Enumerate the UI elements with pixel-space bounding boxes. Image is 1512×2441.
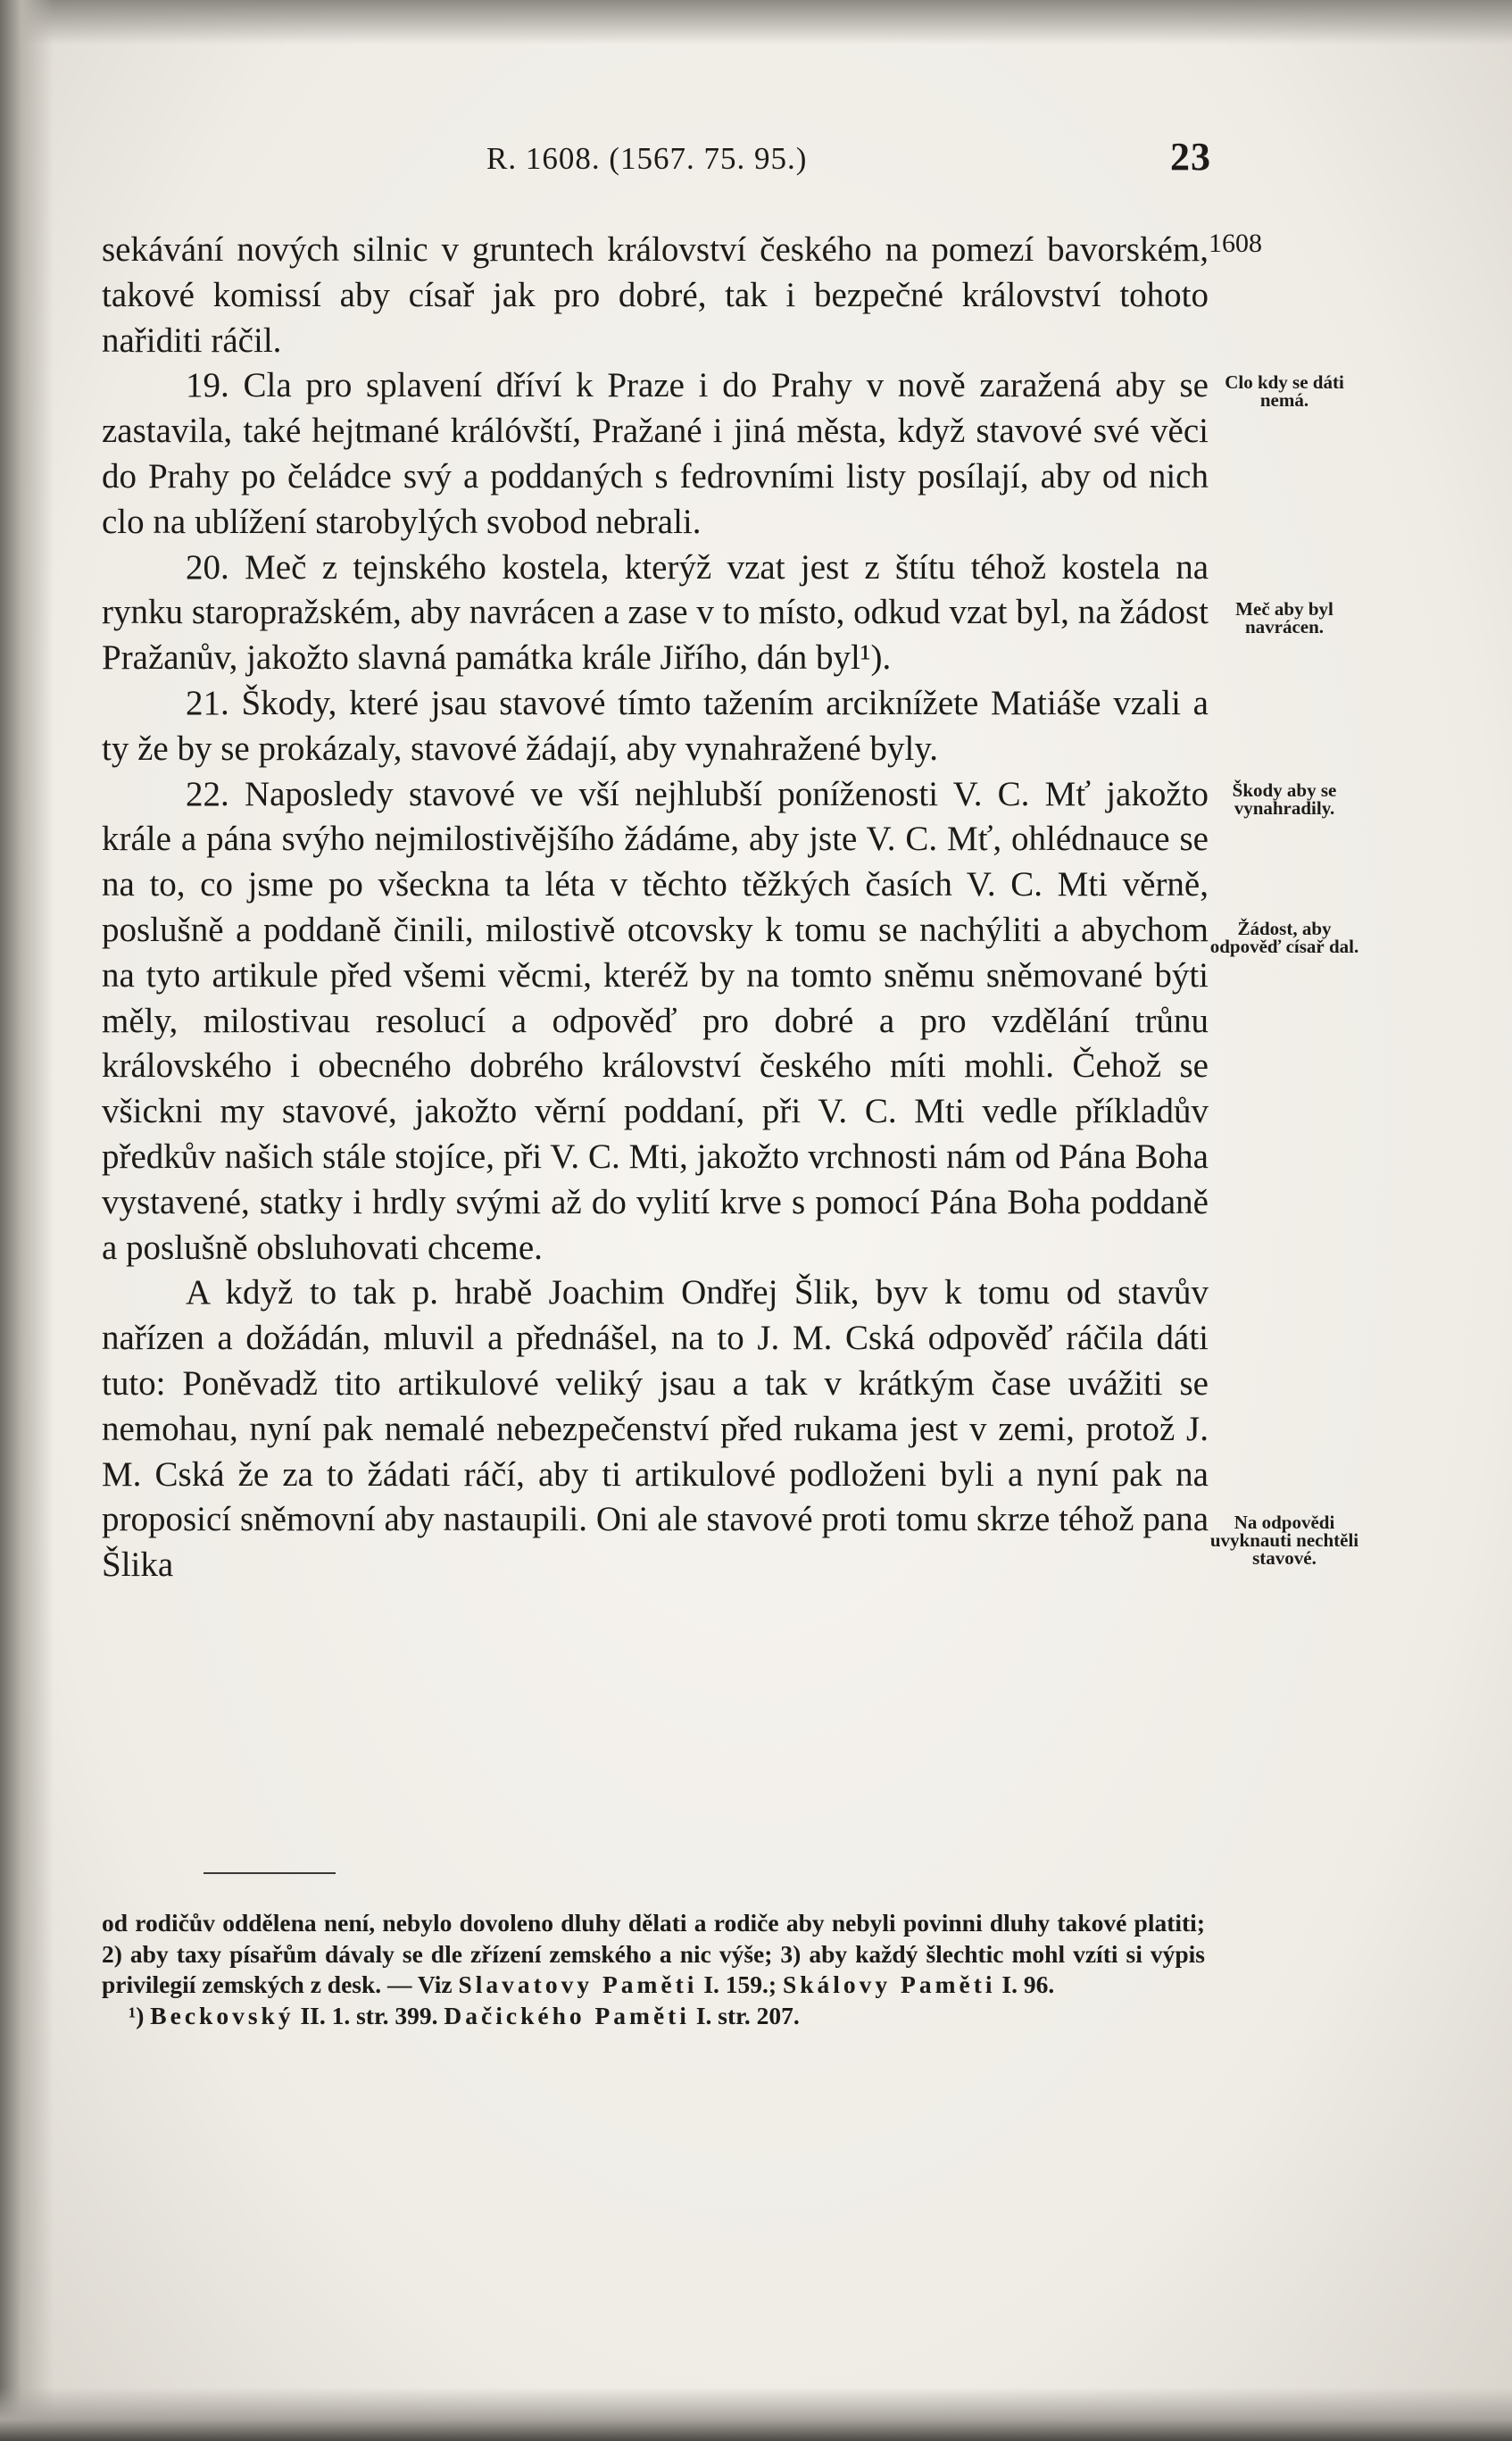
margin-note-clo: Clo kdy se dáti nemá. bbox=[1225, 371, 1344, 411]
footnote-1 bbox=[102, 2001, 1205, 2032]
footnote-ref-skala-loc: I. 96. bbox=[1001, 1970, 1055, 1998]
footnote-1-mark: ¹) bbox=[129, 2001, 145, 2029]
margin-note-mec: Meč aby byl navrácen. bbox=[1235, 598, 1333, 637]
main-text bbox=[102, 228, 1209, 1588]
footnote-ref-slavata: Slavatovy Paměti bbox=[458, 1970, 698, 1998]
footnote-ref-skala: Skálovy Paměti bbox=[782, 1970, 996, 1998]
footnotes bbox=[102, 1908, 1205, 2031]
article-22: 22. Naposledy stavové ve vší nejhlubší poníženosti V. C. Mť jakožto krále a pána svýho nejmilostivějšího žádáme, aby jste V. C. Mť, ohlédnauce se na to, co jsme po všeckna ta léta v těchto těžkých časích V. C. Mti věrně, poslušně a poddaně činili, milostivě otcovsky k tomu se nachýliti a abychom na tyto artikule před všemi věcmi, kteréž by na tomto sněmu sněmované býti měly, milostivau resolucí a odpověď pro dobré a pro vzdělání trůnu královského i obecného dobrého království českého míti mohli. Čehož se všickni my stavové, jakožto věrní poddaní, při V. C. Mti vedle příkladův předkův našich stále stojíce, při V. C. Mti, jakožto vrchnosti nám od Pána Boha vystavené, statky i hrdly svými až do vylití krve s pomocí Pána Boha poddaně a poslušně obsluhovati chceme. bbox=[102, 774, 1209, 1267]
article-19: 19. Cla pro splavení dříví k Praze i do Prahy v nově zaražená aby se zastavila, také hejtmané králóvští, Pražané i jiná města, když stavové své věci do Prahy po čeládce svý a poddaných s fedrovními listy posílají, aby od nich clo na ublížení starobylých svobod nebrali. bbox=[102, 366, 1209, 541]
article-21: 21. Škody, které jsau stavové tímto tažením arciknížete Matiáše vzali a ty že by se prokázaly, stavové žádají, aby vynahražené byly. bbox=[102, 683, 1209, 768]
footnote-1-ref-beckovsky-loc: II. 1. str. 399. bbox=[300, 2001, 438, 2029]
running-title: R. 1608. (1567. 75. 95.) bbox=[486, 141, 808, 176]
scan-shadow-left bbox=[0, 0, 54, 2441]
scan-shadow-bottom bbox=[0, 2387, 1512, 2441]
paragraph-continuation: sekávání nových silnic v gruntech království českého na pomezí bavorském, takové komissí aby císař jak pro dobré, tak i bezpečné království tohoto nařiditi ráčil. bbox=[102, 230, 1209, 360]
margin-note-year: 1608 bbox=[1209, 229, 1262, 258]
running-header bbox=[486, 134, 1211, 187]
footnote-rule bbox=[204, 1872, 336, 1874]
margin-note-odpovedi: Na odpovědi uvyknauti nechtěli stavové. bbox=[1209, 1512, 1359, 1569]
paragraph-response: A když to tak p. hrabě Joachim Ondřej Šlik, byv k tomu od stavův nařízen a dožádán, mluvil a přednášel, na to J. M. Cská odpověď ráčila dáti tuto: Poněvadž tito artikulové veliký jsau a tak v krátkým čase uvážiti se nemohau, nyní pak nemalé nebezpečenství před rukama jest v zemi, protož J. M. Cská že za to žádati ráčí, aby ti artikulové podloženi byli a nyní pak na proposicí sněmovní aby nastaupili. Oni ale stavové proti tomu skrze téhož pana Šlika bbox=[102, 1273, 1209, 1585]
footnote-1-ref-beckovsky: Beckovský bbox=[150, 2001, 295, 2029]
page-number: 23 bbox=[1170, 135, 1211, 179]
footnote-ref-slavata-loc: I. 159.; bbox=[703, 1970, 777, 1998]
footnote-continuation bbox=[102, 1908, 1205, 2001]
scan-shadow-top bbox=[0, 0, 1512, 45]
footnote-continuation-text: od rodičův oddělena není, nebylo dovoleno dluhy dělati a rodiče aby nebyli povinni dluhy takové platiti; 2) aby taxy písařům dávaly se dle zřízení zemského a nic výše; 3) aby každý šlechtic mohl vzíti si výpis privilegií zemských z desk. — Viz bbox=[102, 1909, 1205, 1998]
margin-note-skody: Škody aby se vynahradily. bbox=[1232, 779, 1337, 819]
article-20: 20. Meč z tejnského kostela, kterýž vzat jest z štítu téhož kostela na rynku staropražském, aby navrácen a zase v to místo, odkud vzat byl, na žádost Pražanův, jakožto slavná památka krále Jiřího, dán byl¹). bbox=[102, 547, 1209, 678]
margin-note-zadost: Žádost, aby odpověď císař dal. bbox=[1209, 918, 1359, 957]
footnote-1-ref-dacicky: Dačického Paměti bbox=[444, 2001, 690, 2029]
footnote-1-ref-dacicky-loc: I. str. 207. bbox=[695, 2001, 800, 2029]
